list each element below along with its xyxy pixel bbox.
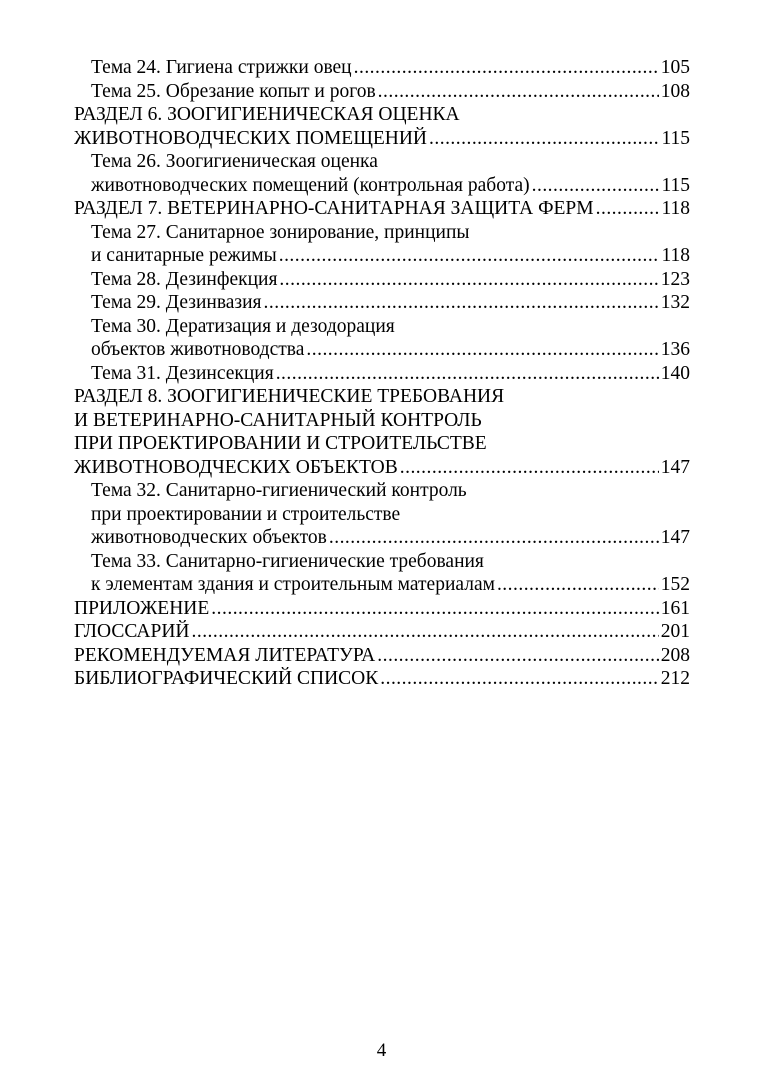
toc-entry [74, 244, 690, 268]
toc-entry-title: Тема 27. Санитарное зонирование, принципы [91, 221, 470, 243]
toc-entry-title: РАЗДЕЛ 8. ЗООГИГИЕНИЧЕСКИЕ ТРЕБОВАНИЯ [74, 386, 505, 407]
toc-entry [74, 550, 690, 574]
toc-entry [74, 597, 690, 621]
toc-entry [74, 620, 690, 644]
toc-entry-page: 105 [660, 57, 690, 78]
toc-entry [74, 197, 690, 221]
toc-entry-page: 115 [661, 174, 690, 196]
toc-entry-page: 208 [660, 644, 690, 666]
toc-entry-title: ПРИЛОЖЕНИЕ [74, 597, 210, 619]
toc-entry [74, 221, 690, 245]
toc-leader-dots [354, 56, 659, 80]
toc-entry [74, 362, 690, 386]
table-of-contents [74, 56, 690, 691]
toc-entry-page: 147 [660, 527, 690, 548]
toc-leader-dots [380, 667, 659, 691]
toc-entry-title: Тема 33. Санитарно-гигиенические требования [91, 550, 484, 572]
toc-entry [74, 479, 690, 503]
toc-entry-page: 108 [660, 80, 690, 102]
toc-entry-title: животноводческих помещений (контрольная работа) [91, 174, 530, 196]
toc-entry-page: 136 [660, 339, 690, 360]
toc-entry [74, 644, 690, 668]
toc-entry-title: к элементам здания и строительным материалам [91, 574, 495, 595]
toc-entry [74, 80, 690, 104]
page-number: 4 [376, 1040, 387, 1061]
toc-entry-title: ЖИВОТНОВОДЧЕСКИХ ПОМЕЩЕНИЙ [74, 127, 428, 149]
toc-entry [74, 174, 690, 198]
toc-entry-page: 118 [661, 198, 690, 219]
toc-entry-page: 212 [660, 668, 690, 689]
toc-section-heading [74, 432, 690, 456]
toc-entry-title: И ВЕТЕРИНАРНО-САНИТАРНЫЙ КОНТРОЛЬ [74, 409, 482, 431]
toc-entry [74, 456, 690, 480]
toc-entry [74, 56, 690, 80]
toc-entry [74, 667, 690, 691]
toc-entry-title: Тема 30. Дератизация и дезодорация [91, 315, 395, 337]
toc-entry [74, 338, 690, 362]
toc-entry-title: ГЛОССАРИЙ [74, 621, 190, 642]
toc-entry-title: РЕКОМЕНДУЕМАЯ ЛИТЕРАТУРА [74, 644, 376, 666]
toc-leader-dots [279, 268, 658, 292]
toc-entry-page: 147 [660, 456, 690, 478]
toc-entry-title: Тема 26. Зоогигиеническая оценка [91, 151, 378, 172]
toc-entry-page: 161 [660, 597, 690, 619]
toc-leader-dots [192, 620, 659, 644]
toc-entry-page: 118 [661, 245, 690, 266]
toc-entry [74, 526, 690, 550]
toc-entry-title: Тема 25. Обрезание копыт и рогов [91, 80, 376, 102]
toc-entry [74, 503, 690, 527]
toc-entry-title: при проектировании и строительстве [91, 503, 401, 525]
toc-leader-dots [264, 291, 659, 315]
toc-entry-page: 152 [660, 574, 690, 595]
toc-entry-title: животноводческих объектов [91, 527, 327, 548]
toc-leader-dots [279, 244, 660, 268]
toc-entry-page: 201 [660, 621, 690, 642]
toc-entry-title: ПРИ ПРОЕКТИРОВАНИИ И СТРОИТЕЛЬСТВЕ [74, 433, 487, 454]
toc-leader-dots [429, 127, 659, 151]
toc-entry-page: 132 [660, 292, 690, 313]
toc-entry-title: Тема 31. Дезинсекция [91, 362, 274, 384]
toc-entry-title: ЖИВОТНОВОДЧЕСКИХ ОБЪЕКТОВ [74, 456, 398, 478]
toc-entry-title: РАЗДЕЛ 6. ЗООГИГИЕНИЧЕСКАЯ ОЦЕНКА [74, 104, 460, 125]
toc-entry [74, 291, 690, 315]
toc-section-heading [74, 103, 690, 127]
toc-section-heading [74, 385, 690, 409]
toc-leader-dots [377, 644, 658, 668]
toc-leader-dots [596, 197, 660, 221]
toc-entry-title: РАЗДЕЛ 7. ВЕТЕРИНАРНО-САНИТАРНАЯ ЗАЩИТА ФЕРМ [74, 198, 594, 219]
toc-entry-title: Тема 29. Дезинвазия [91, 292, 262, 313]
toc-entry-title: и санитарные режимы [91, 245, 277, 266]
toc-entry-title: объектов животноводства [91, 339, 305, 360]
toc-entry-title: Тема 32. Санитарно-гигиенический контроль [91, 480, 467, 501]
toc-entry-title: БИБЛИОГРАФИЧЕСКИЙ СПИСОК [74, 668, 379, 689]
toc-leader-dots [276, 362, 659, 386]
toc-entry-page: 115 [661, 127, 690, 149]
toc-entry-page: 123 [660, 268, 690, 290]
toc-leader-dots [211, 597, 658, 621]
toc-entry-title: Тема 28. Дезинфекция [91, 268, 278, 290]
toc-leader-dots [329, 526, 659, 550]
toc-section-heading [74, 409, 690, 433]
toc-leader-dots [306, 338, 658, 362]
toc-entry [74, 573, 690, 597]
toc-entry-title: Тема 24. Гигиена стрижки овец [91, 57, 352, 78]
toc-entry [74, 315, 690, 339]
toc-leader-dots [532, 174, 660, 198]
toc-entry-page: 140 [660, 362, 690, 384]
toc-entry [74, 150, 690, 174]
toc-leader-dots [497, 573, 659, 597]
toc-entry [74, 127, 690, 151]
toc-entry [74, 268, 690, 292]
toc-leader-dots [400, 456, 659, 480]
toc-leader-dots [378, 80, 659, 104]
